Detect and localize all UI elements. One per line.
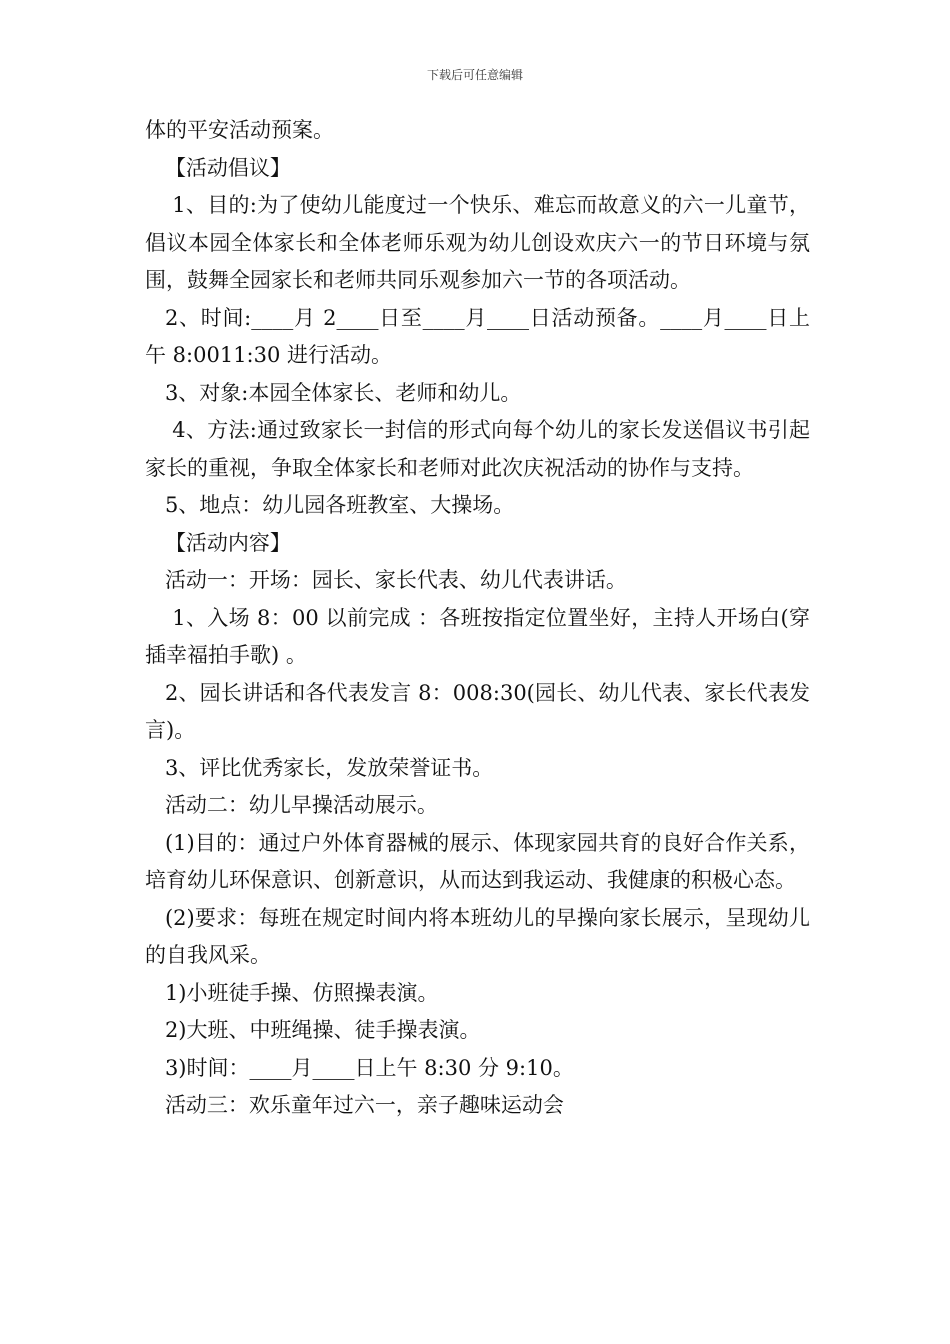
paragraph-activity-three: 活动三：欢乐童年过六一，亲子趣味运动会 [164,1093,564,1117]
paragraph-requirement: (2)要求：每班在规定时间内将本班幼儿的早操向家长展示，呈现幼儿的自我风采。 [145,905,810,967]
list-item-small-class: 1)小班徒手操、仿照操表演。 [164,980,439,1005]
list-item-big-middle-class: 2)大班、中班绳操、徒手操表演。 [164,1018,481,1042]
paragraph-time: 2、时间:____月 2____日至____月____日活动预备。____月____日上午 8:0011:30 进行活动。 [145,305,810,367]
document-body [145,112,810,1125]
paragraph-entry: 1、入场 8：00 以前完成 ：各班按指定位置坐好，主持人开场白(穿插幸福拍手歌) 。 [145,605,810,667]
paragraph-purpose: 1、目的:为了使幼儿能度过一个快乐、难忘而故意义的六一儿童节，倡议本园全体家长和全体老师乐观为幼儿创设欢庆六一的节日环境与氛围，鼓舞全园家长和老师共同乐观参加六一节的各项活动。 [145,193,810,292]
section-heading-content: 【活动内容】 [164,530,291,555]
list-item-time: 3)时间：____月____日上午 8:30 分 9:10。 [164,1055,574,1080]
paragraph-activity-one: 活动一：开场：园长、家长代表、幼儿代表讲话。 [164,568,627,592]
section-heading-proposal: 【活动倡议】 [164,155,291,180]
paragraph-awards: 3、评比优秀家长，发放荣誉证书。 [164,755,494,780]
paragraph-continuation: 体的平安活动预案。 [145,118,334,142]
paragraph-location: 5、地点：幼儿园各班教室、大操场。 [164,493,515,517]
page-header: 下载后可任意编辑 [426,68,523,82]
paragraph-activity-two: 活动二：幼儿早操活动展示。 [164,793,438,817]
paragraph-method: 4、方法:通过致家长一封信的形式向每个幼儿的家长发送倡议书引起家长的重视，争取全体家长和老师对此次庆祝活动的协作与支持。 [145,418,810,480]
paragraph-speeches: 2、园长讲话和各代表发言 8：008:30(园长、幼儿代表、家长代表发言)。 [145,680,810,742]
paragraph-goal: (1)目的：通过户外体育器械的展示、体现家园共育的良好合作关系，培育幼儿环保意识、创新意识，从而达到我运动、我健康的积极心态。 [145,830,810,892]
paragraph-audience: 3、对象:本园全体家长、老师和幼儿。 [164,380,522,405]
